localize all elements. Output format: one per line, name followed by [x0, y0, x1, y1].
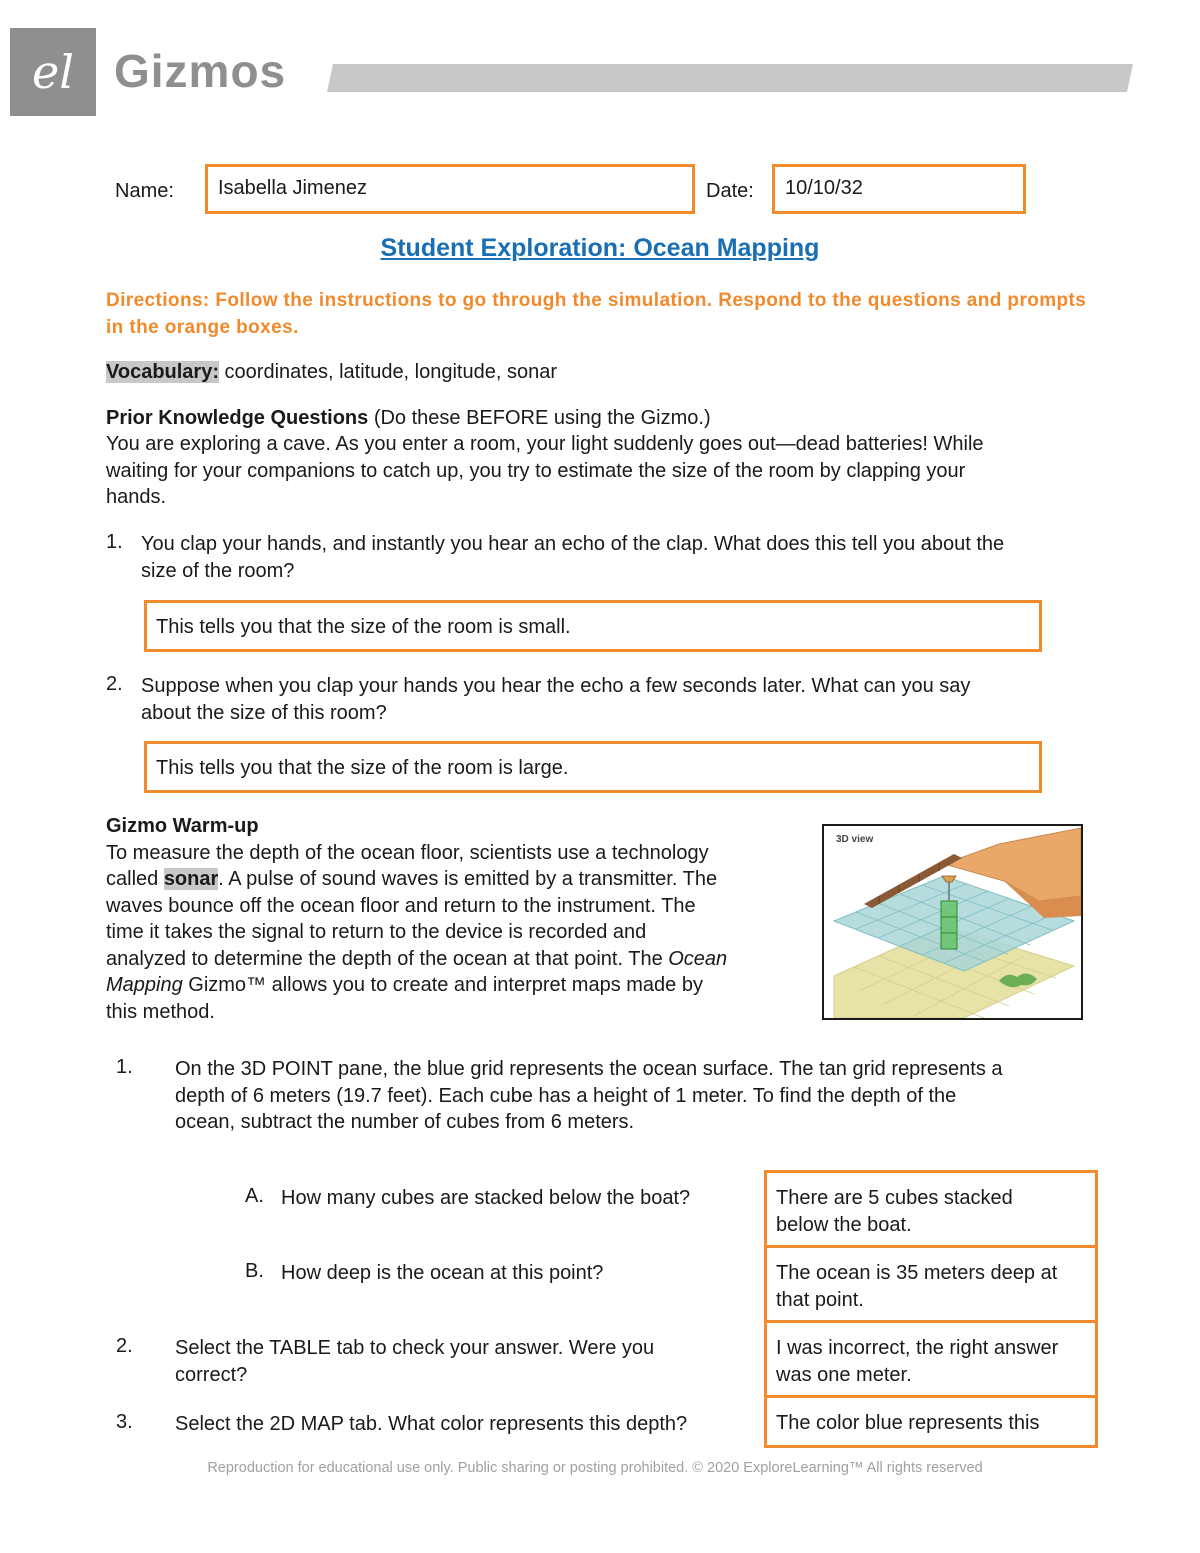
- step-line: depth of 6 meters (19.7 feet). Each cube has a height of 1 meter. To find the depth of the: [175, 1084, 957, 1107]
- question-line: You clap your hands, and instantly you hear an echo of the clap. What does this tell you about the: [141, 533, 1005, 555]
- warmup-line: analyzed to determine the depth of the ocean at that point. The Ocean: [106, 947, 728, 970]
- date-field[interactable]: 10/10/32: [772, 164, 1026, 214]
- question-line: about the size of this room?: [141, 701, 387, 724]
- warmup-line: waves bounce off the ocean floor and return to the instrument. The: [106, 894, 696, 917]
- answer-cell-a[interactable]: There are 5 cubes stacked below the boat.: [764, 1170, 1098, 1248]
- vocabulary: [106, 359, 557, 386]
- subquestion-letter: A.: [245, 1185, 264, 1207]
- prior-intro: [106, 431, 1106, 511]
- step-text: [175, 1056, 1095, 1136]
- ocean-3d-view-figure: [822, 824, 1083, 1020]
- explorelearning-logo: [10, 28, 96, 116]
- warmup-heading: Gizmo Warm-up: [106, 815, 259, 837]
- question-text: [141, 531, 1101, 584]
- prior-heading-line: [106, 405, 711, 432]
- brand-title: Gizmos: [114, 45, 287, 97]
- subquestion-text: How deep is the ocean at this point?: [281, 1262, 604, 1284]
- warmup-line: To measure the depth of the ocean floor, scientists use a technology: [106, 841, 709, 864]
- answer-box-q2[interactable]: This tells you that the size of the room is large.: [144, 741, 1042, 793]
- warmup-line: time it takes the signal to return to the device is recorded and: [106, 921, 647, 943]
- question-line: size of the room?: [141, 559, 295, 582]
- step-line: On the 3D POINT pane, the blue grid represents the ocean surface. The tan grid represents a: [175, 1058, 1003, 1080]
- question-text: [141, 673, 1101, 726]
- vocabulary-terms: coordinates, latitude, longitude, sonar: [219, 361, 557, 383]
- page-title: Student Exploration: Ocean Mapping: [380, 234, 820, 262]
- prior-intro-line: waiting for your companions to catch up, you try to estimate the size of the room by clapping your: [106, 459, 966, 482]
- step-number: 3.: [116, 1411, 133, 1433]
- prior-intro-line: You are exploring a cave. As you enter a room, your light suddenly goes out—dead batteries! While: [106, 433, 984, 455]
- ocean-3d-illustration: [824, 826, 1081, 1018]
- step-number: 2.: [116, 1335, 133, 1357]
- answer-cell-step3[interactable]: The color blue represents this: [764, 1395, 1098, 1448]
- sonar-term: sonar: [163, 868, 219, 890]
- question-number: 1.: [106, 531, 123, 553]
- figure-label: 3D view: [836, 834, 874, 845]
- step-text: [175, 1411, 755, 1438]
- step-line: Select the 2D MAP tab. What color represents this depth?: [175, 1413, 688, 1435]
- step-line: ocean, subtract the number of cubes from 6 meters.: [175, 1111, 635, 1133]
- name-field[interactable]: Isabella Jimenez: [205, 164, 695, 214]
- answer-cell-b[interactable]: The ocean is 35 meters deep at that point.: [764, 1245, 1098, 1323]
- warmup-line: this method.: [106, 1000, 215, 1023]
- directions: Directions: Follow the instructions to go through the simulation. Respond to the questions and prompts in the orange boxes.: [106, 290, 1087, 338]
- header-bar: [327, 64, 1133, 92]
- step-text: [175, 1335, 735, 1388]
- prior-intro-line: hands.: [106, 486, 167, 508]
- footer-copyright: Reproduction for educational use only. Public sharing or posting prohibited. © 2020 ExploreLearning™ All rights reserved: [207, 1460, 983, 1476]
- date-label: Date:: [706, 180, 754, 202]
- question-line: Suppose when you clap your hands you hear the echo a few seconds later. What can you say: [141, 675, 971, 697]
- subquestion-text: How many cubes are stacked below the boat?: [281, 1187, 691, 1209]
- prior-heading: Prior Knowledge Questions: [106, 407, 369, 429]
- logo-mark: el: [32, 45, 74, 99]
- step-line: Select the TABLE tab to check your answer. Were you: [175, 1337, 655, 1359]
- warmup-line: Mapping Gizmo™ allows you to create and interpret maps made by: [106, 974, 703, 996]
- name-label: Name:: [115, 180, 174, 202]
- warmup-line: called sonar. A pulse of sound waves is emitted by a transmitter. The: [106, 868, 718, 890]
- step-number: 1.: [116, 1056, 133, 1078]
- step-line: correct?: [175, 1363, 248, 1386]
- question-number: 2.: [106, 673, 123, 695]
- warmup-block: [106, 813, 806, 1025]
- subquestion-letter: B.: [245, 1260, 264, 1282]
- vocabulary-label: Vocabulary:: [106, 361, 219, 383]
- prior-note: (Do these BEFORE using the Gizmo.): [368, 407, 711, 429]
- answer-cell-step2[interactable]: I was incorrect, the right answer was one meter.: [764, 1320, 1098, 1398]
- answer-box-q1[interactable]: This tells you that the size of the room is small.: [144, 600, 1042, 652]
